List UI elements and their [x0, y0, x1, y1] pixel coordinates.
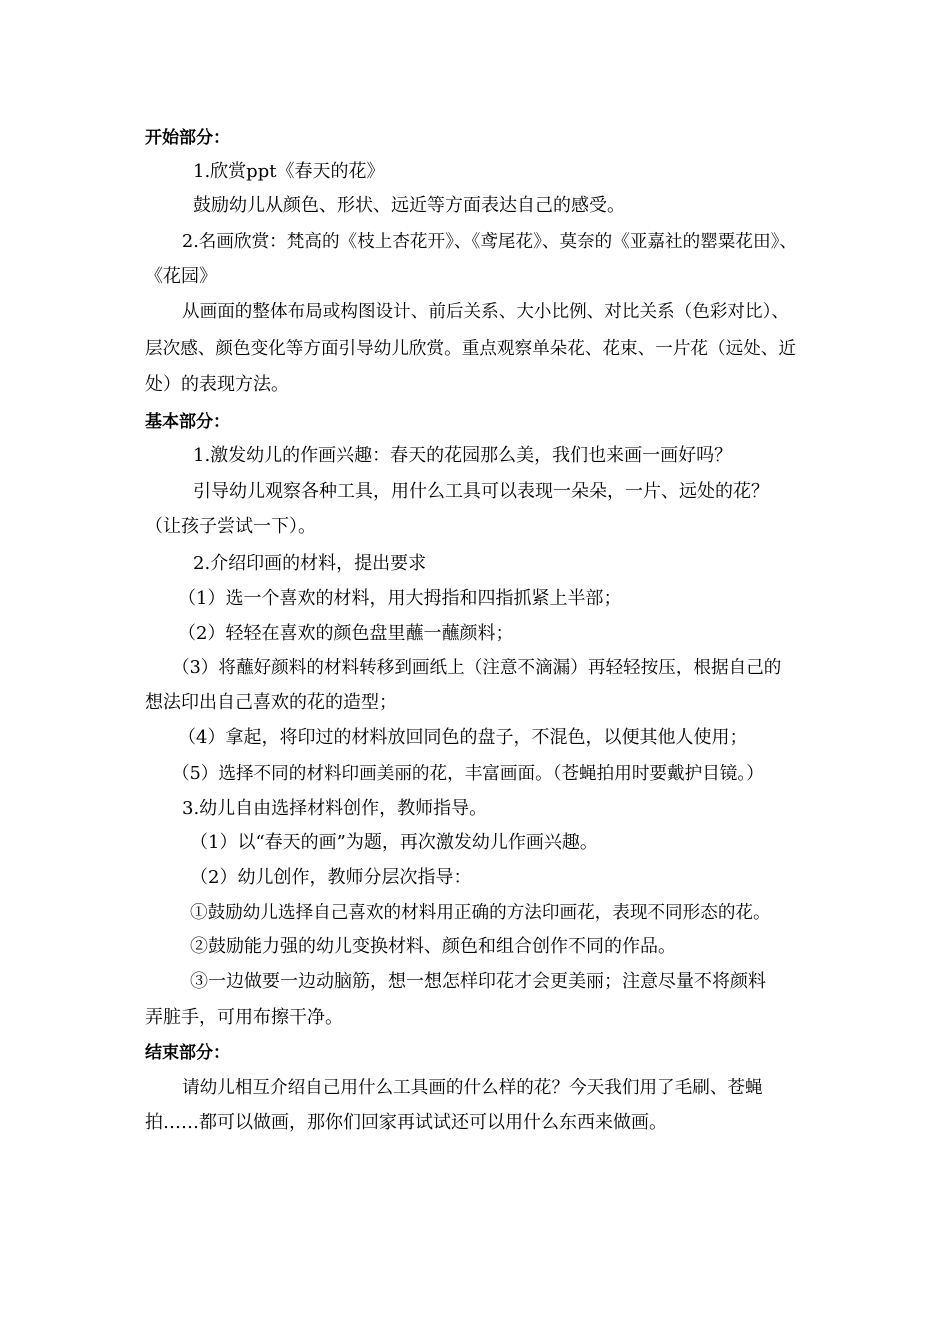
paragraph-line: 拍……都可以做画，那你们回家再试试还可以用什么东西来做画。 [145, 1112, 667, 1133]
paragraph-line: 2.名画欣赏：梵高的《枝上杏花开》、《鸢尾花》、莫奈的《亚嘉社的罂粟花田》、 [182, 232, 797, 252]
paragraph-line: （2）幼儿创作，教师分层次指导： [190, 867, 472, 888]
paragraph-line: 3.幼儿自由选择材料创作，教师指导。 [182, 798, 488, 819]
paragraph-line: ②鼓励能力强的幼儿变换材料、颜色和组合创作不同的作品。 [190, 936, 676, 957]
paragraph-line: 1.激发幼儿的作画兴趣：春天的花园那么美，我们也来画一画好吗？ [193, 445, 733, 466]
paragraph-line: （3）将蘸好颜料的材料转移到画纸上（注意不滴漏）再轻轻按压，根据自己的 [172, 658, 782, 678]
paragraph-line: 弄脏手，可用布擦干净。 [145, 1007, 343, 1028]
paragraph-line: 《花园》 [145, 266, 217, 287]
paragraph-line: （2）轻轻在喜欢的颜色盘里蘸一蘸颜料； [178, 623, 514, 644]
section-heading-start: 开始部分： [145, 128, 230, 148]
paragraph-line: （1）选一个喜欢的材料，用大拇指和四指抓紧上半部； [178, 588, 622, 609]
paragraph-line: ③一边做要一边动脑筋，想一想怎样印花才会更美丽；注意尽量不将颜料 [190, 971, 766, 992]
paragraph-line: （4）拿起，将印过的材料放回同色的盘子，不混色，以便其他人使用； [178, 727, 748, 748]
section-heading-end: 结束部分： [145, 1043, 230, 1063]
paragraph-line: （让孩子尝试一下）。 [145, 516, 316, 537]
paragraph-line: ①鼓励幼儿选择自己喜欢的材料用正确的方法印画花，表现不同形态的花。 [190, 903, 771, 923]
paragraph-line: 2.介绍印画的材料，提出要求 [193, 553, 427, 574]
paragraph-line: 从画面的整体布局或构图设计、前后关系、大小比例、对比关系（色彩对比）、 [182, 302, 789, 322]
paragraph-line: 引导幼儿观察各种工具，用什么工具可以表现一朵朵，一片、远处的花？ [193, 481, 769, 502]
section-heading-main: 基本部分： [145, 412, 230, 432]
paragraph-line: 请幼儿相互介绍自己用什么工具画的什么样的花？今天我们用了毛刷、苍蝇 [182, 1078, 763, 1098]
paragraph-line: 处）的表现方法。 [145, 374, 289, 395]
paragraph-line: （1）以“春天的画”为题，再次激发幼儿作画兴趣。 [190, 832, 598, 853]
paragraph-line: 鼓励幼儿从颜色、形状、远近等方面表达自己的感受。 [193, 195, 625, 216]
paragraph-line: 想法印出自己喜欢的花的造型； [145, 692, 397, 713]
paragraph-line: 层次感、颜色变化等方面引导幼儿欣赏。重点观察单朵花、花束、一片花（远处、近 [145, 339, 796, 359]
paragraph-line: （5）选择不同的材料印画美丽的花，丰富画面。（苍蝇拍用时要戴护目镜。） [172, 764, 764, 784]
paragraph-line: 1.欣赏ppt《春天的花》 [193, 161, 385, 182]
